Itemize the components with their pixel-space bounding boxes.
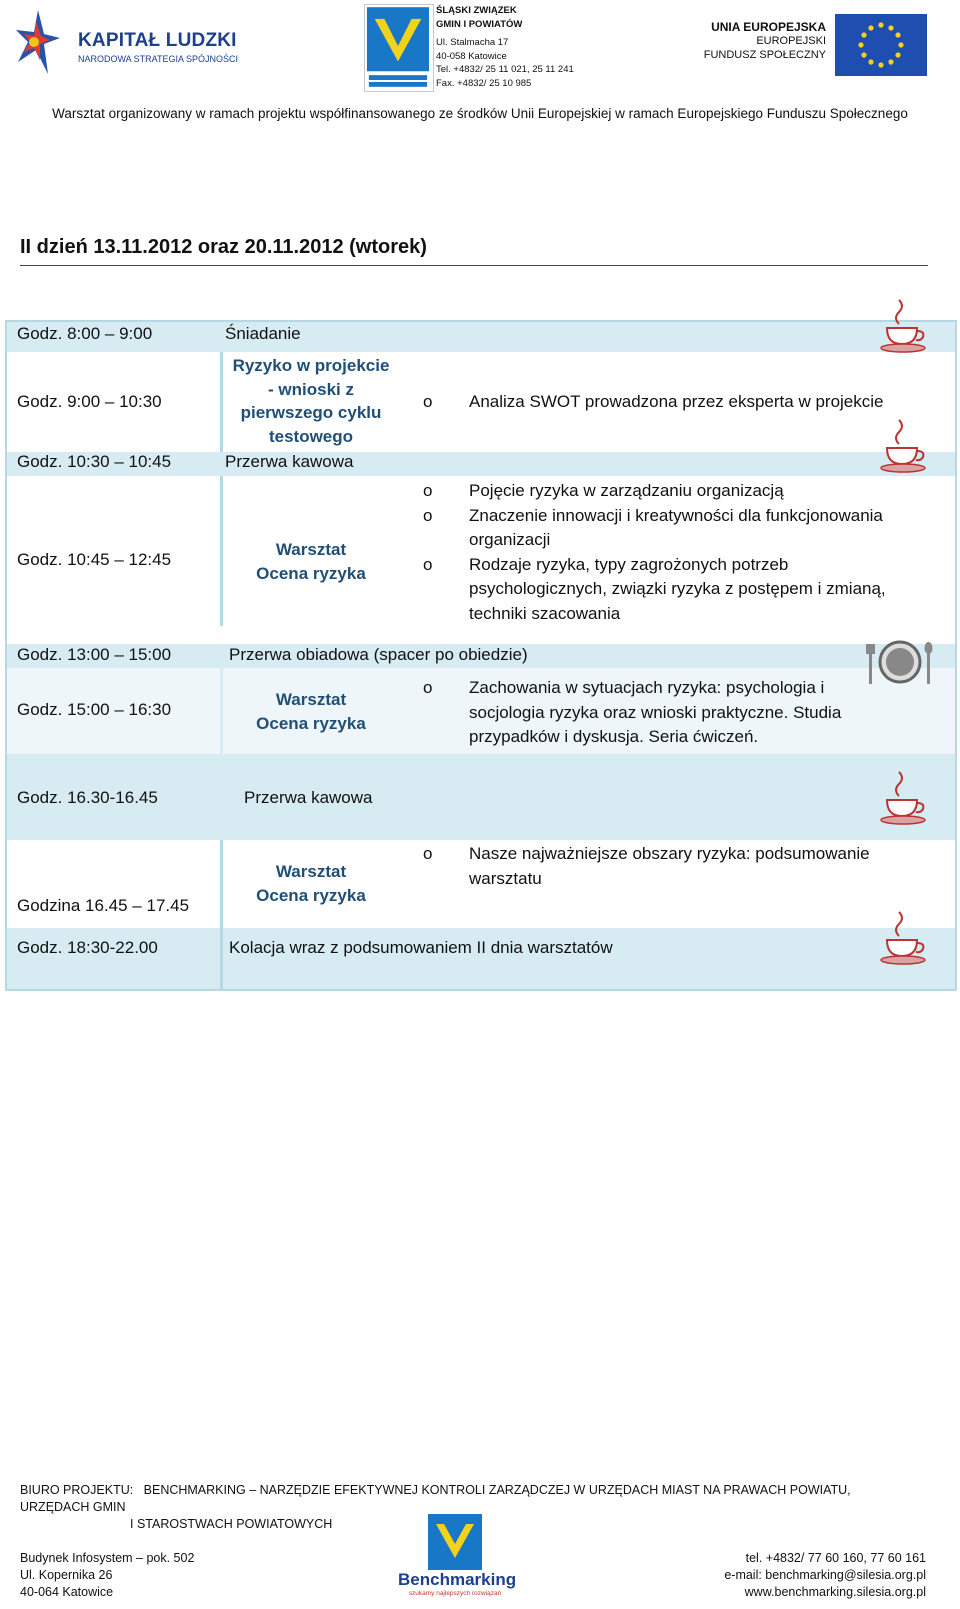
schedule-row-lunch bbox=[7, 644, 955, 668]
list-item bbox=[417, 479, 917, 504]
kapital-ludzki-logo bbox=[14, 8, 254, 78]
item-text: Rodzaje ryzyka, typy zagrożonych potrzeb psychologicznych, związki ryzyka z postępem i zmianą, techniki szacowania bbox=[469, 554, 886, 623]
address-line: Budynek Infosystem – pok. 502 bbox=[20, 1551, 195, 1565]
kapital-ludzki-subtitle: NARODOWA STRATEGIA SPÓJNOŚCI bbox=[78, 54, 239, 64]
schedule-row-coffee-1 bbox=[7, 452, 955, 476]
row-topic bbox=[223, 354, 399, 448]
row-label: Przerwa kawowa bbox=[225, 452, 354, 471]
day-title: II dzień 13.11.2012 oraz 20.11.2012 (wtorek) bbox=[20, 236, 427, 258]
list-item bbox=[417, 504, 917, 553]
slaski-zwiazek-contact bbox=[436, 4, 574, 90]
slaski-zwiazek-emblem-icon bbox=[365, 5, 431, 89]
slaski-zwiazek-logo bbox=[364, 4, 434, 92]
bullet-marker: o bbox=[423, 844, 433, 863]
list-item bbox=[417, 553, 917, 627]
benchmarking-logo bbox=[398, 1508, 517, 1604]
sz-name-line1: ŚLĄSKI ZWIĄZEK bbox=[436, 5, 517, 16]
schedule-row-session-2 bbox=[7, 476, 955, 626]
office-address bbox=[20, 1550, 194, 1601]
title-divider bbox=[20, 265, 928, 266]
topic-line: Warsztat bbox=[275, 540, 347, 559]
row-items bbox=[417, 479, 917, 626]
benchmarking-logo-sub: szukamy najlepszych rozwiązań bbox=[408, 1590, 502, 1597]
address-line: Ul. Kopernika 26 bbox=[20, 1568, 113, 1582]
topic-line: Warsztat bbox=[275, 862, 347, 881]
row-label: Przerwa obiadowa (spacer po obiedzie) bbox=[229, 645, 528, 664]
bullet-marker: o bbox=[423, 678, 433, 697]
schedule-row-session-1 bbox=[7, 352, 955, 452]
topic-line: - wnioski z bbox=[268, 379, 354, 399]
topic-line: testowego bbox=[268, 426, 354, 446]
kapital-ludzki-star-icon bbox=[14, 8, 62, 78]
topic-line: pierwszego cyklu bbox=[240, 403, 382, 422]
list-item bbox=[417, 390, 917, 415]
contact-www: www.benchmarking.silesia.org.pl bbox=[744, 1585, 926, 1599]
sz-tel: Tel. +4832/ 25 11 021, 25 11 241 bbox=[436, 64, 574, 75]
row-time: Godz. 18:30-22.00 bbox=[17, 938, 158, 957]
topic-line: Warsztat bbox=[275, 690, 347, 709]
column-divider bbox=[220, 928, 223, 989]
schedule-row-session-3 bbox=[7, 668, 955, 754]
bullet-marker: o bbox=[423, 481, 433, 500]
schedule-row-breakfast bbox=[7, 322, 955, 352]
row-time: Godz. 15:00 – 16:30 bbox=[17, 700, 172, 719]
topic-line: Ryzyko w projekcie bbox=[232, 356, 390, 375]
row-time: Godz. 10:30 – 10:45 bbox=[17, 452, 172, 471]
row-items bbox=[417, 390, 917, 415]
contact-tel: tel. +4832/ 77 60 160, 77 60 161 bbox=[745, 1551, 926, 1565]
funding-note: Warsztat organizowany w ramach projektu współfinansowanego ze środków Unii Europejskiej w ramach Europejskiego Funduszu Społecznego bbox=[52, 106, 908, 121]
row-time: Godz. 9:00 – 10:30 bbox=[17, 392, 162, 411]
contact-email: e-mail: benchmarking@silesia.org.pl bbox=[724, 1568, 926, 1582]
sz-fax: Fax. +4832/ 25 10 985 bbox=[436, 77, 532, 89]
item-text: Pojęcie ryzyka w zarządzaniu organizacją bbox=[469, 481, 784, 500]
item-text: Zachowania w sytuacjach ryzyka: psychologia i socjologia ryzyka oraz wnioski praktyczne. Studia przypadków i dyskusja. Seria ćwiczeń. bbox=[469, 678, 842, 746]
row-items bbox=[417, 676, 887, 750]
item-text: Znaczenie innowacji i kreatywności dla funkcjonowania organizacji bbox=[469, 505, 883, 549]
bullet-marker: o bbox=[423, 505, 433, 525]
row-topic bbox=[223, 538, 399, 586]
row-topic bbox=[223, 688, 399, 736]
sz-address: Ul. Stalmacha 17 bbox=[436, 37, 509, 48]
schedule-table bbox=[5, 320, 957, 991]
project-label: BIURO PROJEKTU: bbox=[20, 1483, 134, 1497]
ue-text bbox=[690, 20, 826, 62]
kapital-ludzki-title: KAPITAŁ LUDZKI bbox=[78, 30, 237, 51]
row-time: Godzina 16.45 – 17.45 bbox=[17, 896, 190, 915]
office-contact bbox=[600, 1550, 926, 1601]
schedule-row-dinner bbox=[7, 928, 955, 989]
schedule-row-session-4 bbox=[7, 840, 955, 928]
benchmarking-logo-text: Benchmarking bbox=[398, 1570, 517, 1589]
row-label: Śniadanie bbox=[225, 324, 301, 343]
bullet-marker: o bbox=[423, 392, 433, 411]
ue-line2: EUROPEJSKI bbox=[756, 35, 826, 47]
item-text: Analiza SWOT prowadzona przez eksperta w projekcie bbox=[469, 392, 884, 411]
row-topic bbox=[223, 860, 399, 908]
item-text: Nasze najważniejsze obszary ryzyka: podsumowanie warsztatu bbox=[469, 844, 870, 888]
ue-line3: FUNDUSZ SPOŁECZNY bbox=[703, 49, 826, 61]
coffee-cup-icon bbox=[875, 910, 931, 968]
row-items bbox=[417, 842, 887, 891]
list-item bbox=[417, 676, 887, 750]
address-line: 40-064 Katowice bbox=[20, 1585, 114, 1599]
row-time: Godz. 10:45 – 12:45 bbox=[17, 550, 172, 569]
topic-line: Ocena ryzyka bbox=[256, 564, 366, 583]
ue-line1: UNIA EUROPEJSKA bbox=[711, 20, 826, 34]
row-label: Przerwa kawowa bbox=[244, 788, 373, 807]
schedule-row-coffee-2 bbox=[7, 754, 955, 840]
coffee-cup-icon bbox=[875, 418, 931, 476]
topic-line: Ocena ryzyka bbox=[256, 714, 366, 733]
bullet-marker: o bbox=[423, 554, 433, 574]
row-label: Kolacja wraz z podsumowaniem II dnia warsztatów bbox=[229, 938, 613, 957]
row-time: Godz. 13:00 – 15:00 bbox=[17, 645, 172, 664]
row-time: Godz. 16.30-16.45 bbox=[17, 788, 158, 807]
list-item bbox=[417, 842, 887, 891]
coffee-cup-icon bbox=[875, 298, 931, 356]
row-time: Godz. 8:00 – 9:00 bbox=[17, 324, 153, 343]
eu-flag-icon bbox=[835, 14, 927, 76]
project-name: BENCHMARKING – NARZĘDZIE EFEKTYWNEJ KONTROLI ZARZĄDCZEJ W URZĘDACH MIAST NA PRAWACH POWIATU, URZĘDACH GMIN bbox=[20, 1483, 851, 1514]
sz-name-line2: GMIN I POWIATÓW bbox=[436, 18, 523, 30]
topic-line: Ocena ryzyka bbox=[256, 886, 366, 905]
project-name-line2: I STAROSTWACH POWIATOWYCH bbox=[130, 1517, 333, 1531]
coffee-cup-icon bbox=[875, 770, 931, 828]
sz-city: 40-058 Katowice bbox=[436, 50, 507, 62]
plate-cutlery-icon bbox=[865, 638, 935, 690]
